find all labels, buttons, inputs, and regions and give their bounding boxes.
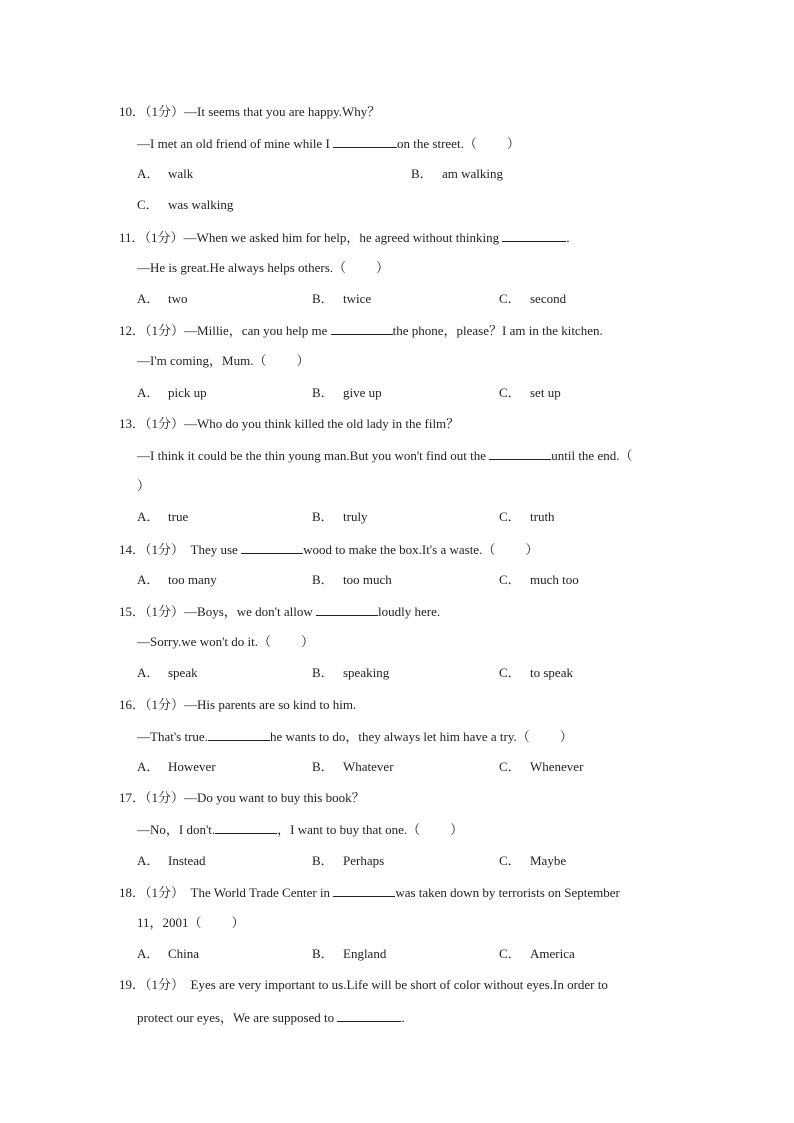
question-text: —That's true. [137, 729, 208, 744]
question-score: （1分） [145, 604, 185, 619]
question-11 [119, 229, 570, 246]
option-b[interactable] [312, 509, 368, 525]
question-score: （1分） [144, 230, 184, 245]
question-text: They use [190, 542, 242, 557]
option-text: America [530, 946, 575, 961]
option-b[interactable] [312, 759, 394, 775]
question-text: 11，2001（ [137, 915, 202, 930]
question-text: protect our eyes，We are supposed to [137, 1010, 338, 1025]
option-text: second [530, 291, 567, 306]
question-text: was taken down by terrorists on September [395, 885, 620, 900]
option-label: A． [137, 946, 160, 961]
option-text: to speak [530, 665, 573, 680]
question-text: ，I want to buy that one.（ [277, 822, 421, 837]
option-text: too much [343, 572, 392, 587]
question-text: —He is great.He always helps others.（ [137, 260, 347, 275]
option-text: two [168, 291, 188, 306]
question-line [137, 821, 463, 838]
option-b[interactable] [312, 572, 392, 588]
option-label: A． [137, 166, 160, 181]
option-text: However [168, 759, 216, 774]
question-number: 14． [119, 542, 146, 557]
answer-blank [333, 135, 397, 148]
option-c[interactable] [499, 509, 555, 525]
question-line [137, 634, 314, 650]
option-label: A． [137, 665, 160, 680]
answer-paren-close: ） [296, 353, 310, 368]
question-19 [119, 977, 608, 993]
question-text: —Do you want to buy this book？ [184, 790, 365, 805]
option-label: B． [312, 572, 334, 587]
question-text: the phone，please？I am in the kitchen. [392, 323, 603, 338]
option-a[interactable] [137, 572, 217, 588]
option-text: was walking [168, 197, 234, 212]
question-text: —I met an old friend of mine while I [137, 136, 334, 151]
answer-blank [316, 603, 378, 616]
option-b[interactable] [411, 166, 503, 182]
option-a[interactable] [137, 509, 188, 525]
option-c[interactable] [499, 665, 573, 681]
option-text: truly [343, 509, 368, 524]
option-label: C． [499, 946, 521, 961]
option-text: walk [168, 166, 194, 181]
option-text: Instead [168, 853, 206, 868]
option-label: B． [312, 385, 334, 400]
question-number: 12． [119, 323, 146, 338]
question-line [137, 260, 389, 276]
answer-blank [337, 1009, 401, 1022]
option-text: set up [530, 385, 561, 400]
option-a[interactable] [137, 665, 198, 681]
option-text: Maybe [530, 853, 567, 868]
question-text: —Who do you think killed the old lady in the film？ [184, 416, 460, 431]
option-text: pick up [168, 385, 207, 400]
question-16 [119, 697, 356, 713]
option-c[interactable] [499, 853, 566, 869]
option-label: C． [499, 759, 521, 774]
option-text: China [168, 946, 200, 961]
question-text: . [401, 1010, 405, 1025]
option-c[interactable] [499, 946, 575, 962]
question-score: （1分） [145, 323, 185, 338]
option-b[interactable] [312, 291, 371, 307]
question-line [137, 915, 245, 931]
question-score: （1分） [145, 542, 185, 557]
option-text: am walking [442, 166, 504, 181]
question-line [137, 478, 150, 494]
option-label: C． [137, 197, 159, 212]
question-score: （1分） [145, 790, 185, 805]
question-text: —It seems that you are happy.Why？ [184, 104, 381, 119]
answer-paren-close: ） [506, 136, 520, 151]
option-a[interactable] [137, 385, 207, 401]
question-text: —Boys，we don't allow [184, 604, 317, 619]
question-score: （1分） [145, 104, 185, 119]
answer-blank [502, 229, 566, 242]
answer-blank [331, 322, 393, 335]
option-text: true [168, 509, 189, 524]
question-number: 11． [119, 230, 145, 245]
question-text: loudly here. [378, 604, 441, 619]
question-line [137, 353, 309, 369]
option-label: A． [137, 853, 160, 868]
question-score: （1分） [145, 416, 185, 431]
question-text: . [566, 230, 570, 245]
option-text: too many [168, 572, 217, 587]
option-c[interactable] [499, 291, 566, 307]
option-text: Whenever [530, 759, 584, 774]
option-c[interactable] [137, 197, 233, 213]
answer-paren-close: ） [231, 915, 245, 930]
question-18 [119, 884, 620, 901]
option-text: Whatever [343, 759, 394, 774]
option-label: C． [499, 385, 521, 400]
question-text: he wants to do，they always let him have a try.（ [269, 729, 530, 744]
question-text: —His parents are so kind to him. [184, 697, 357, 712]
answer-paren-close: ） [301, 634, 315, 649]
option-label: A． [137, 572, 160, 587]
question-number: 19． [119, 977, 146, 992]
option-text: give up [343, 385, 382, 400]
option-a[interactable] [137, 291, 188, 307]
option-label: B． [312, 946, 334, 961]
option-c[interactable] [499, 385, 561, 401]
option-b[interactable] [312, 853, 384, 869]
option-b[interactable] [312, 385, 382, 401]
question-number: 10． [119, 104, 146, 119]
option-text: speak [168, 665, 198, 680]
question-text: until the end.（ [551, 448, 633, 463]
option-label: A． [137, 291, 160, 306]
option-label: B． [312, 291, 334, 306]
question-number: 15． [119, 604, 146, 619]
option-label: B． [312, 853, 334, 868]
option-label: B． [312, 759, 334, 774]
option-b[interactable] [312, 665, 389, 681]
option-label: C． [499, 291, 521, 306]
question-score: （1分） [145, 885, 185, 900]
question-number: 17． [119, 790, 146, 805]
question-text: —I'm coming，Mum.（ [137, 353, 267, 368]
answer-blank [489, 447, 551, 460]
option-b[interactable] [312, 946, 386, 962]
answer-blank [241, 541, 303, 554]
option-a[interactable] [137, 166, 193, 182]
question-text: wood to make the box.It's a waste.（ [303, 542, 496, 557]
option-text: truth [530, 509, 555, 524]
option-text: Perhaps [343, 853, 385, 868]
question-17 [119, 790, 365, 806]
option-label: C． [499, 853, 521, 868]
answer-blank [215, 821, 277, 834]
option-label: C． [499, 572, 521, 587]
option-label: A． [137, 385, 160, 400]
option-text: much too [530, 572, 579, 587]
question-text: on the street.（ [397, 136, 477, 151]
question-text: —Sorry.we won't do it.（ [137, 634, 272, 649]
question-line [137, 447, 632, 464]
option-label: C． [499, 665, 521, 680]
option-text: twice [343, 291, 372, 306]
answer-paren-close: ） [559, 729, 573, 744]
question-text: —Millie，can you help me [184, 323, 331, 338]
question-14 [119, 541, 538, 558]
answer-blank [208, 728, 270, 741]
question-text: Eyes are very important to us.Life will be short of color without eyes.In order to [190, 977, 608, 992]
question-line [137, 728, 573, 745]
option-a[interactable] [137, 759, 216, 775]
question-line [137, 135, 520, 152]
answer-paren-close: ） [376, 260, 390, 275]
question-13 [119, 416, 459, 432]
question-score: （1分） [145, 697, 185, 712]
option-c[interactable] [499, 572, 579, 588]
option-label: A． [137, 759, 160, 774]
option-label: B． [312, 509, 334, 524]
question-number: 16． [119, 697, 146, 712]
question-text: —No，I don't. [137, 822, 216, 837]
option-label: B． [411, 166, 433, 181]
option-text: England [343, 946, 387, 961]
question-number: 18． [119, 885, 146, 900]
question-text: —I think it could be the thin young man.But you won't find out the [137, 448, 490, 463]
question-text: The World Trade Center in [190, 885, 334, 900]
answer-paren-close: ） [525, 542, 539, 557]
option-c[interactable] [499, 759, 583, 775]
question-12 [119, 322, 603, 339]
option-label: A． [137, 509, 160, 524]
question-line [137, 1009, 405, 1026]
question-text: —When we asked him for help，he agreed without thinking [183, 230, 503, 245]
answer-paren-close: ） [450, 822, 464, 837]
option-label: C． [499, 509, 521, 524]
question-15 [119, 603, 440, 620]
option-label: B． [312, 665, 334, 680]
answer-blank [333, 884, 395, 897]
option-a[interactable] [137, 946, 199, 962]
option-text: speaking [343, 665, 390, 680]
question-score: （1分） [145, 977, 185, 992]
answer-paren-close: ） [137, 478, 151, 493]
question-number: 13． [119, 416, 146, 431]
question-10 [119, 104, 380, 120]
option-a[interactable] [137, 853, 206, 869]
